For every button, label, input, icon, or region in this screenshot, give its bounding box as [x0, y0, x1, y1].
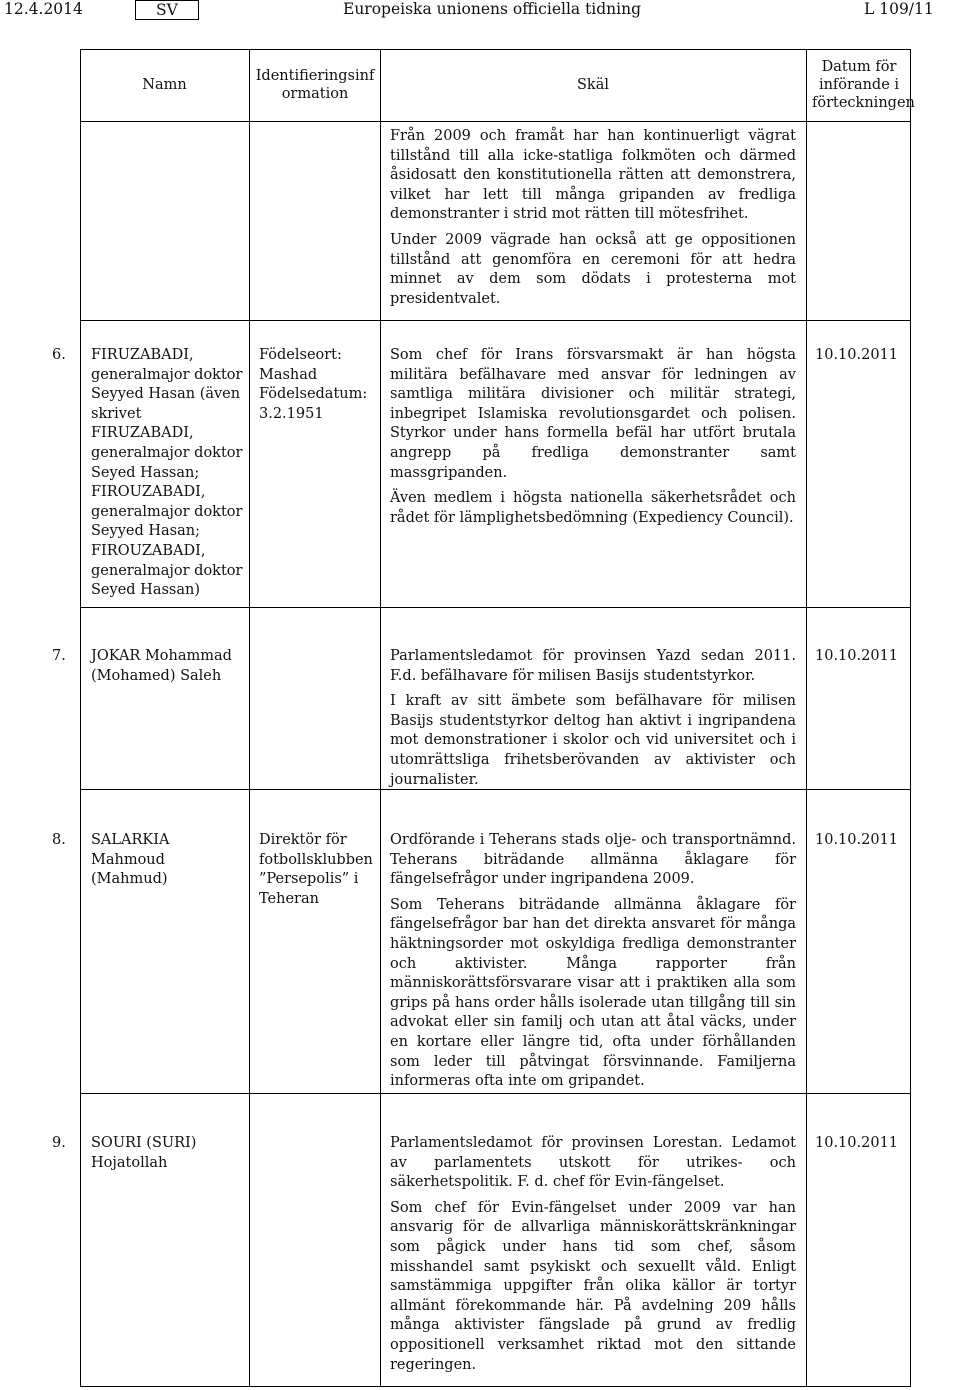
column-divider: [910, 49, 911, 1387]
reason-paragraph: Ordförande i Teherans stads olje- och transportnämnd. Teherans biträdande allmänna åklagare för fängelsefrågor under ingripandena 2009.: [390, 832, 796, 888]
reason-paragraph: I kraft av sitt ämbete som befälhavare för milisen Basijs studentstyrkor deltog han aktivt i ingripandena mot demonstrationer i skolor och vid universitet och i utomrättsliga frihetsberövanden av aktivister och journalister.: [390, 693, 796, 788]
column-header-reason: Skäl: [576, 77, 609, 93]
journal-title: Europeiska unionens officiella tidning: [343, 0, 642, 18]
row-rule: [80, 320, 910, 321]
person-name: SOURI (SURI) Hojatollah: [91, 1135, 197, 1171]
person-name: SALARKIA Mahmoud (Mahmud): [91, 832, 170, 888]
column-header-name: Namn: [142, 77, 187, 93]
row-number: 7.: [52, 648, 66, 664]
reason-paragraph: Från 2009 och framåt har han kontinuerligt vägrat tillstånd till alla icke-statliga folkmöten och därmed åsidosatt den konstitutionella rätten att demonstrera, vilket har lett till många gripanden av fredliga demonstranter i strid mot rätten till mötesfrihet.: [390, 128, 796, 223]
row-number: 8.: [52, 832, 66, 848]
identifying-info: Direktör för fotbollsklubben ”Persepolis” i Teheran: [259, 832, 373, 907]
listing-date: 10.10.2011: [815, 832, 899, 848]
reason: [390, 831, 796, 1098]
reason: [390, 647, 796, 796]
identifying-info: Födelseort: Mashad Födelsedatum: 3.2.1951: [259, 347, 368, 422]
listing-date: 10.10.2011: [815, 1135, 899, 1151]
reason-paragraph: Som Teherans biträdande allmänna åklagare för fängelsefrågor bar han det direkta ansvaret för många häktningsorder mot oskyldiga fredliga demonstranter och aktivister. Många rapporter från människorättsförsvarare visar att i praktiken alla som grips på hans order hålls isolerade utan tillgång till sin advokat eller sin familj och utan att åtal väcks, under en kortare eller längre tid, ofta under förhållanden som leder till påtvingat försvinnande. Familjerna informeras ofta inte om gripandet.: [390, 896, 796, 1090]
row-number: 9.: [52, 1135, 66, 1151]
person-name: FIRUZABADI, generalmajor doktor Seyyed Hasan (även skrivet FIRUZABADI, generalmajor doktor Seyed Hassan; FIROUZABADI, generalmajor doktor Seyyed Hasan; FIROUZABADI, generalmajor doktor Seyed Hassan): [91, 347, 243, 599]
column-header-ident: Identifieringsinformation: [255, 68, 375, 102]
column-divider: [249, 49, 250, 1387]
column-header-date: Datum för införande i förteckningen: [812, 59, 915, 111]
row-number: 6.: [52, 347, 66, 363]
reason-paragraph: Som chef för Evin-fängelset under 2009 var han ansvarig för de allvarliga människorättskränkningar som pågick under hans tid som chef, såsom misshandel samt psykiskt och sexuellt våld. Enligt samstämmiga uppgifter från olika källor är tortyr allmänt förekommande här. På avdelning 209 hålls många aktivister fängslade på grund av fredlig oppositionell verksamhet riktad mot den sittande regeringen.: [390, 1199, 796, 1373]
column-divider: [806, 49, 807, 1387]
language-badge: SV: [135, 0, 199, 20]
reason-paragraph: Som chef för Irans försvarsmakt är han högsta militära befälhavare med ansvar för ledningen av samtliga militära divisioner och militär strategi, inbegripet Islamiska revolutionsgardet och polisen. Styrkor under hans formella befäl har utfört brutala angrepp på fredliga demonstranter samt massgripanden.: [390, 347, 796, 481]
table-top-rule: [80, 49, 910, 50]
issue-date: 12.4.2014: [4, 0, 83, 18]
column-divider: [80, 49, 81, 1387]
table-bottom-rule: [80, 1386, 910, 1387]
column-divider: [380, 49, 381, 1387]
page-number: L 109/11: [864, 0, 934, 18]
header-bottom-rule: [80, 121, 910, 122]
listing-date: 10.10.2011: [815, 347, 899, 363]
reason: [390, 1134, 796, 1381]
reason-paragraph: Även medlem i högsta nationella säkerhetsrådet och rådet för lämplighetsbedömning (Expediency Council).: [390, 490, 796, 526]
reason-paragraph: Parlamentsledamot för provinsen Yazd sedan 2011. F.d. befälhavare för milisen Basijs studentstyrkor.: [390, 648, 796, 684]
reason: [390, 346, 796, 534]
running-header: [0, 0, 960, 22]
listing-date: 10.10.2011: [815, 648, 899, 664]
reason-paragraph: Under 2009 vägrade han också att ge oppositionen tillstånd att genomföra en ceremoni för att hedra minnet av dem som dödats i protesterna mot presidentvalet.: [390, 231, 796, 307]
continuation-reason: [390, 127, 796, 315]
row-rule: [80, 607, 910, 608]
reason-paragraph: Parlamentsledamot för provinsen Lorestan. Ledamot av parlamentets utskott för utrikes- och säkerhetspolitik. F. d. chef för Evin-fängelset.: [390, 1135, 796, 1191]
person-name: JOKAR Mohammad (Mohamed) Saleh: [91, 648, 232, 684]
